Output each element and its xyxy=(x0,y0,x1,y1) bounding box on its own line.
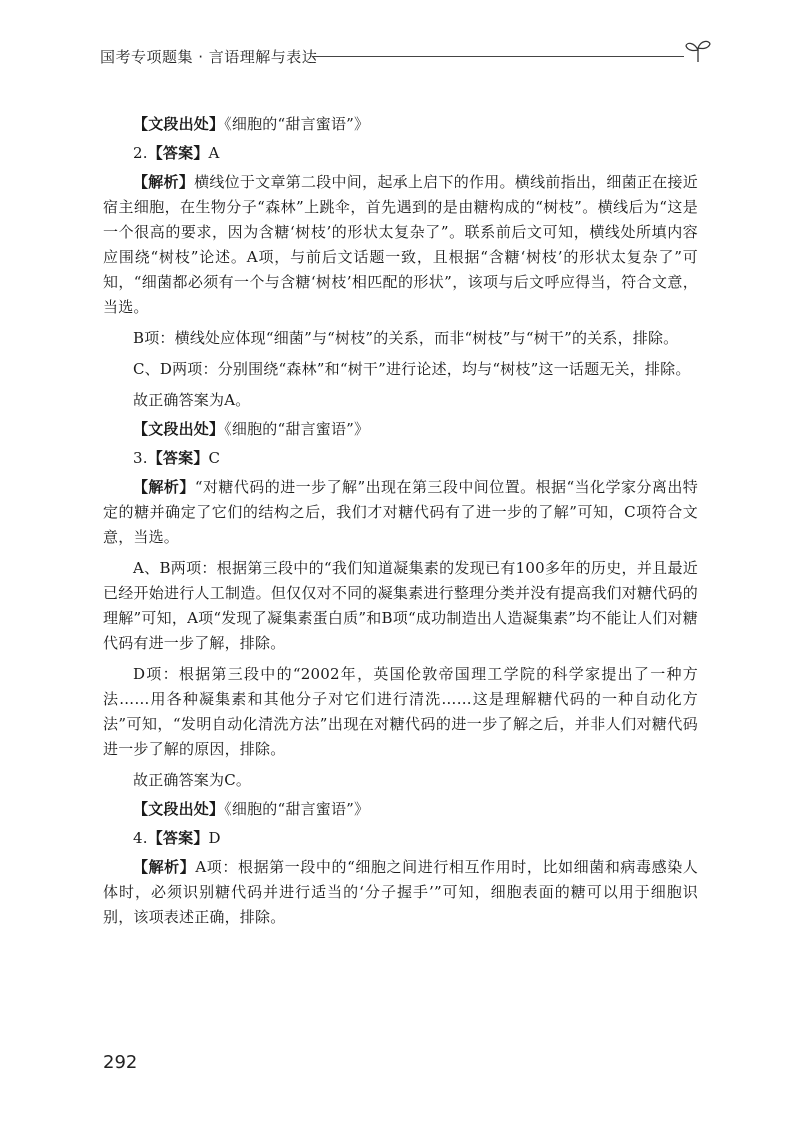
page-header xyxy=(100,38,710,78)
conclusion-line: 故正确答案为C。 xyxy=(133,771,252,789)
question-number: 3. xyxy=(133,449,148,467)
source-line xyxy=(103,417,698,442)
option-paragraph: C、D两项：分别围绕“森林”和“树干”进行论述，均与“树枝”这一话题无关，排除。 xyxy=(133,360,691,378)
sprout-icon xyxy=(684,38,712,64)
answer-value: C xyxy=(208,449,221,467)
answer-label: 【答案】 xyxy=(147,829,209,847)
source-text: 《细胞的“甜言蜜语”》 xyxy=(224,800,370,818)
answer-line xyxy=(103,826,698,851)
header-rule xyxy=(312,56,684,57)
page-number: 292 xyxy=(103,1052,138,1073)
analysis-label: 【解析】 xyxy=(133,478,195,496)
analysis-paragraph xyxy=(103,475,698,550)
conclusion-line: 故正确答案为A。 xyxy=(133,391,251,409)
option-paragraph: D项：根据第三段中的“2002年，英国伦敦帝国理工学院的科学家提出了一种方法……用各种凝集素和其他分子对它们进行清洗……这是理解糖代码的一种自动化方法”可知，“发明自动化清洗方法”出现在对糖代码的进一步了解之后，并非人们对糖代码进一步了解的原因，排除。 xyxy=(103,665,698,758)
page-content xyxy=(103,112,698,936)
source-label: 【文段出处】 xyxy=(133,420,225,438)
source-text: 《细胞的“甜言蜜语”》 xyxy=(224,420,370,438)
source-text: 《细胞的“甜言蜜语”》 xyxy=(224,115,370,133)
answer-line xyxy=(103,141,698,166)
answer-value: A xyxy=(208,144,220,162)
source-line xyxy=(103,797,698,822)
running-title: 国考专项题集 · 言语理解与表达 xyxy=(100,48,318,66)
analysis-paragraph xyxy=(103,855,698,930)
analysis-label: 【解析】 xyxy=(133,858,196,876)
source-line xyxy=(103,112,698,137)
option-paragraph: B项：横线处应体现“细菌”与“树枝”的关系，而非“树枝”与“树干”的关系，排除。 xyxy=(133,329,679,347)
analysis-text: A项：根据第一段中的“细胞之间进行相互作用时，比如细菌和病毒感染人体时，必须识别糖代码并进行适当的‘分子握手’”可知，细胞表面的糖可以用于细胞识别，该项表述正确，排除。 xyxy=(103,858,698,926)
question-number: 4. xyxy=(133,829,148,847)
source-label: 【文段出处】 xyxy=(133,115,225,133)
answer-line xyxy=(103,446,698,471)
analysis-text: 横线位于文章第二段中间，起承上启下的作用。横线前指出，细菌正在接近宿主细胞，在生物分子“森林”上跳伞，首先遇到的是由糖构成的“树枝”。横线后为“这是一个很高的要求，因为含糖‘树枝’的形状太复杂了”。联系前后文可知，横线处所填内容应围绕“树枝”论述。A项，与前后文话题一致，且根据“含糖‘树枝’的形状太复杂了”可知，“细菌都必须有一个与含糖‘树枝’相匹配的形状”，该项与后文呼应得当，符合文意，当选。 xyxy=(103,173,698,316)
source-label: 【文段出处】 xyxy=(133,800,225,818)
answer-label: 【答案】 xyxy=(147,144,209,162)
answer-label: 【答案】 xyxy=(147,449,209,467)
analysis-paragraph xyxy=(103,170,698,320)
option-paragraph: A、B两项：根据第三段中的“我们知道凝集素的发现已有100多年的历史，并且最近已经开始进行人工制造。但仅仅对不同的凝集素进行整理分类并没有提高我们对糖代码的理解”可知，A项“发现了凝集素蛋白质”和B项“成功制造出人造凝集素”均不能让人们对糖代码有进一步了解，排除。 xyxy=(103,559,698,652)
answer-value: D xyxy=(208,829,221,847)
analysis-label: 【解析】 xyxy=(133,173,195,191)
analysis-text: “对糖代码的进一步了解”出现在第三段中间位置。根据“当化学家分离出特定的糖并确定了它们的结构之后，我们才对糖代码有了进一步的了解”可知，C项符合文意，当选。 xyxy=(103,478,698,546)
question-number: 2. xyxy=(133,144,148,162)
